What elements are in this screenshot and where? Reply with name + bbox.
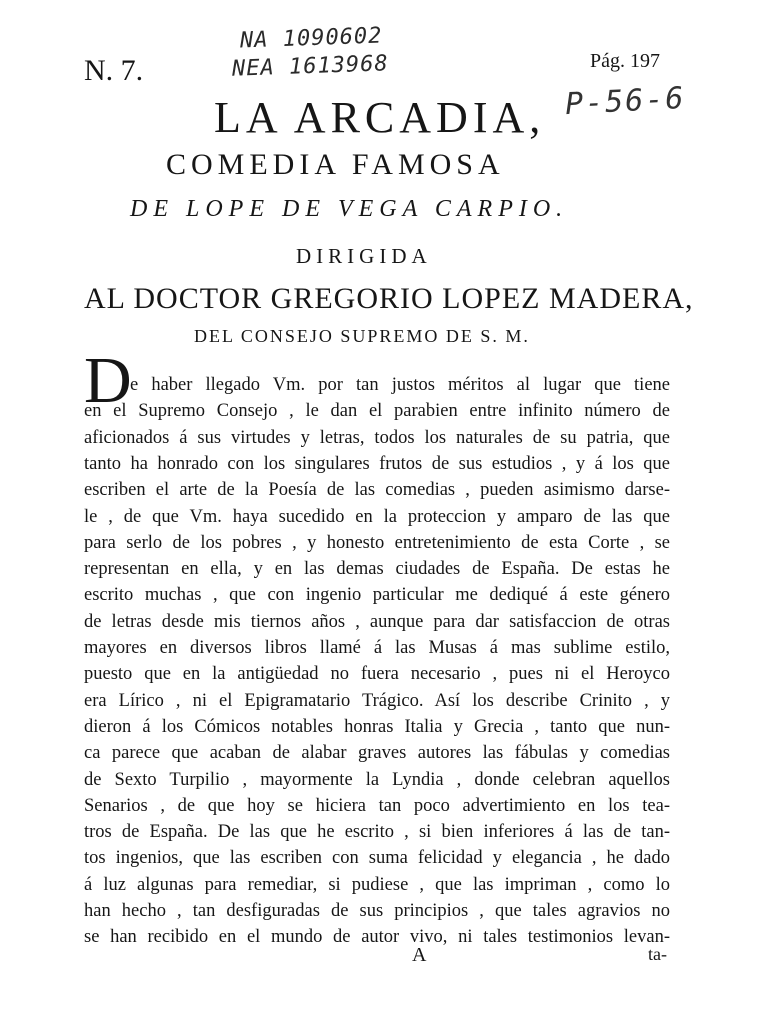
text-line: tos ingenios, que las escriben con suma felicidad y elegancia , he dado [84,848,670,869]
text-line: aficionados á sus virtudes y letras, todos los naturales de su patria, que [84,427,670,448]
dirigida-line: DIRIGIDA [296,244,432,268]
text-line: puesto que en la antigüedad no fuera necesario , pues ni el Heroyco [84,664,670,685]
text-line: escriben el arte de la Poesía de las comedias , pueden asimismo darse- [84,480,670,501]
text-line: han hecho , tan desfiguradas de sus principios , que tales agravios no [84,901,670,921]
text-line: de Sexto Turpilio , mayormente la Lyndia , donde celebran aquellos [84,769,670,790]
text-line: e haber llegado Vm. por tan justos méritos al lugar que tiene [130,375,670,395]
text-line: de letras desde mis tiernos años , aunque para dar satisfaccion de otras [84,611,670,632]
signature-mark: A [412,944,427,966]
text-line: en el Supremo Consejo , le dan el parabien entre infinito número de [84,401,670,422]
author-line: DE LOPE DE VEGA CARPIO. [130,196,569,222]
text-line: le , de que Vm. haya sucedido en la proteccion y amparo de las que [84,506,670,527]
dedicatee-line: AL DOCTOR GREGORIO LOPEZ MADERA, [84,282,694,315]
subtitle: COMEDIA FAMOSA [166,148,505,181]
text-line: dieron á los Cómicos notables honras Italia y Grecia , tanto que nun- [84,716,670,737]
text-line: ca parece que acaban de alabar graves autores las fábulas y comedias [84,743,670,764]
text-line: á luz algunas para remediar, si pudiese , que las impriman , como lo [84,874,670,895]
manuscript-mark-1: NA 1090602 [239,23,383,54]
catchword: ta- [648,944,667,964]
page-title: LA ARCADIA, [214,93,546,142]
dedicatee-subline: DEL CONSEJO SUPREMO DE S. M. [194,326,530,346]
manuscript-mark-3: P-56-6 [564,80,687,123]
text-line: se han recibido en el mundo de autor vivo, ni tales testimonios levan- [84,927,670,948]
manuscript-mark-2: NEA 1613968 [231,51,390,82]
text-line: era Lírico , ni el Epigramatario Trágico. Así los describe Crinito , y [84,690,670,711]
drop-cap: D [84,344,132,417]
text-line: para serlo de los pobres , y honesto entretenimiento de esta Corte , se [84,532,670,553]
volume-number: N. 7. [84,54,144,87]
text-line: tanto ha honrado con los singulares frutos de sus estudios , y á los que [84,453,670,474]
text-line: tros de España. De las que he escrito , si bien inferiores á las de tan- [84,822,670,843]
text-line: escrito muchas , que con ingenio particular me dediqué á este género [84,585,670,606]
text-line: representan en ella, y en las demas ciudades de España. De estas he [84,559,670,580]
text-line: Senarios , de que hoy se hiciera tan poco advertimiento en los tea- [84,795,670,816]
page-number: Pág. 197 [590,50,660,72]
text-line: mayores en diversos libros llamé á las Musas á mas sublime estilo, [84,638,670,658]
